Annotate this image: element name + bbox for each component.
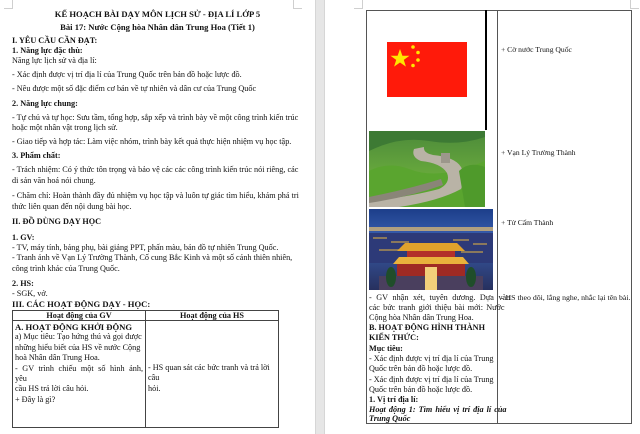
text-line: - Tranh ảnh về Vạn Lý Trường Thành, Cố cung Bắc Kinh và một số cảnh thiên nhiên, <box>12 253 293 262</box>
text-line: - Chăm chỉ: Hoàn thành đầy đủ nhiệm vụ học tập và luôn tự giác tìm hiểu, khám phá tri <box>12 191 299 200</box>
forbidden-city-image <box>369 209 493 290</box>
hs-response-text: - HS theo dõi, lắng nghe, nhắc lại tên bài. <box>501 293 631 302</box>
text-line: - Trách nhiệm: Có ý thức tôn trọng và bảo vệ các các công trình kiến trúc nói riêng, các <box>12 165 299 174</box>
text-line: cầu HS trả lời câu hỏi. <box>15 384 89 394</box>
text-line: + Đây là gì? <box>15 394 56 404</box>
section-heading-teaching-aids: II. ĐỒ DÙNG DẠY HỌC <box>12 217 102 226</box>
text-line: hỏi. <box>148 383 161 393</box>
hs-activity-cell <box>146 321 279 428</box>
margin-corner-mark <box>354 0 363 9</box>
page-gutter <box>315 0 325 434</box>
china-flag-image <box>387 42 467 97</box>
subheading-qualities: 3. Phẩm chất: <box>12 151 61 160</box>
text-line: a) Mục tiêu: Tạo hứng thú và gọi được <box>15 332 142 342</box>
margin-corner-mark <box>4 0 13 9</box>
text-line: thức liên quan đến nội dung bài học. <box>12 202 132 211</box>
text-line: - Giao tiếp và hợp tác: Làm việc nhóm, trình bày kết quả thực hiện nhiệm vụ học tập. <box>12 137 292 146</box>
text-line: - Xác định được vị trí địa lí của Trung <box>369 354 494 363</box>
great-wall-image <box>369 131 485 207</box>
gv-activity-cell <box>13 321 146 428</box>
text-line: - GV trình chiếu một số hình ảnh, yêu <box>15 363 143 384</box>
subheading-hs: 2. HS: <box>12 279 34 288</box>
margin-corner-mark <box>293 0 302 9</box>
text-line: Năng lực lịch sử và địa lí: <box>12 56 97 65</box>
flag-stars-icon <box>387 42 467 97</box>
subheading-specific-competence: 1. Năng lực đặc thù: <box>12 46 83 55</box>
section-heading-requirements: I. YÊU CẦU CẦN ĐẠT: <box>12 36 98 45</box>
subheading-location: 1. Vị trí địa lí: <box>369 395 419 404</box>
text-line: các bức tranh giới thiệu bài mới: Nước <box>369 303 505 312</box>
column-header-hs: Hoạt động của HS <box>146 311 279 321</box>
text-line: di sản văn hoá nói chung. <box>12 176 96 185</box>
text-line: hoà Nhân dân Trung Hoa. <box>15 353 100 363</box>
text-line: - Tự chủ và tự học: Sưu tầm, tổng hợp, sắp xếp và trình bày về một công trình kiến trúc <box>12 113 299 122</box>
text-line: - HS quan sát các bức tranh và trả lời câu <box>148 363 270 383</box>
section-heading-activities: III. CÁC HOẠT ĐỘNG DẠY - HỌC: <box>12 299 151 309</box>
caption-forbidden-city: + Tử Cấm Thành <box>501 218 554 227</box>
goal-heading: Mục tiêu: <box>369 344 403 353</box>
activity-title-cont: Trung Quốc <box>369 414 411 423</box>
margin-corner-mark <box>630 0 639 9</box>
document-page-right <box>325 0 640 434</box>
text-line: - Xác định được vị trí địa lí của Trung Quốc trên bản đồ hoặc lược đồ. <box>12 70 242 79</box>
text-line: - TV, máy tính, bảng phụ, bài giảng PPT, phấn màu, bản đồ tự nhiên Trung Quốc. <box>12 243 279 252</box>
column-header-gv: Hoạt động của GV <box>13 311 146 321</box>
image-cell-border <box>485 10 487 130</box>
text-line: Quốc trên bản đồ hoặc lược đồ. <box>369 385 473 394</box>
text-line: - GV nhận xét, tuyên dương. Dựa vào <box>369 293 511 302</box>
document-page-left <box>0 0 315 434</box>
text-line: những hiểu biết của HS về nước Cộng <box>15 342 141 352</box>
text-line: Quốc trên bản đồ hoặc lược đồ. <box>369 364 473 373</box>
text-line: công trình khác của Trung Quốc. <box>12 264 120 273</box>
caption-great-wall: + Vạn Lý Trường Thành <box>501 148 576 157</box>
text-line: hoặc một nhân vật trong lịch sử. <box>12 123 118 132</box>
document-title: KẾ HOẠCH BÀI DẠY MÔN LỊCH SỬ - ĐỊA LÍ LỚP 5 <box>54 9 261 19</box>
caption-flag: + Cờ nước Trung Quốc <box>501 45 572 54</box>
text-line: - Nêu được một số đặc điểm cơ bản về tự nhiên và dân cư của Trung Quốc <box>12 84 257 93</box>
activities-table <box>12 310 279 428</box>
subheading-general-competence: 2. Năng lực chung: <box>12 99 78 108</box>
text-line: - Xác định được vị trí địa lí của Trung <box>369 375 494 384</box>
column-divider <box>497 10 498 424</box>
lesson-subtitle: Bài 17: Nước Cộng hòa Nhân dân Trung Hoa (Tiết 1) <box>60 22 255 32</box>
activity-title: Hoạt động 1: Tìm hiểu vị trí địa lí của <box>369 405 507 414</box>
text-line: - SGK, vở. <box>12 289 48 298</box>
text-line: Cộng hòa Nhân dân Trung Hoa. <box>369 313 474 322</box>
subheading-gv: 1. GV: <box>12 233 35 242</box>
section-heading-knowledge-cont: KIẾN THỨC: <box>369 333 419 342</box>
section-heading-knowledge: B. HOẠT ĐỘNG HÌNH THÀNH <box>369 323 485 332</box>
activity-heading-warmup: A. HOẠT ĐỘNG KHỞI ĐỘNG <box>15 322 133 332</box>
